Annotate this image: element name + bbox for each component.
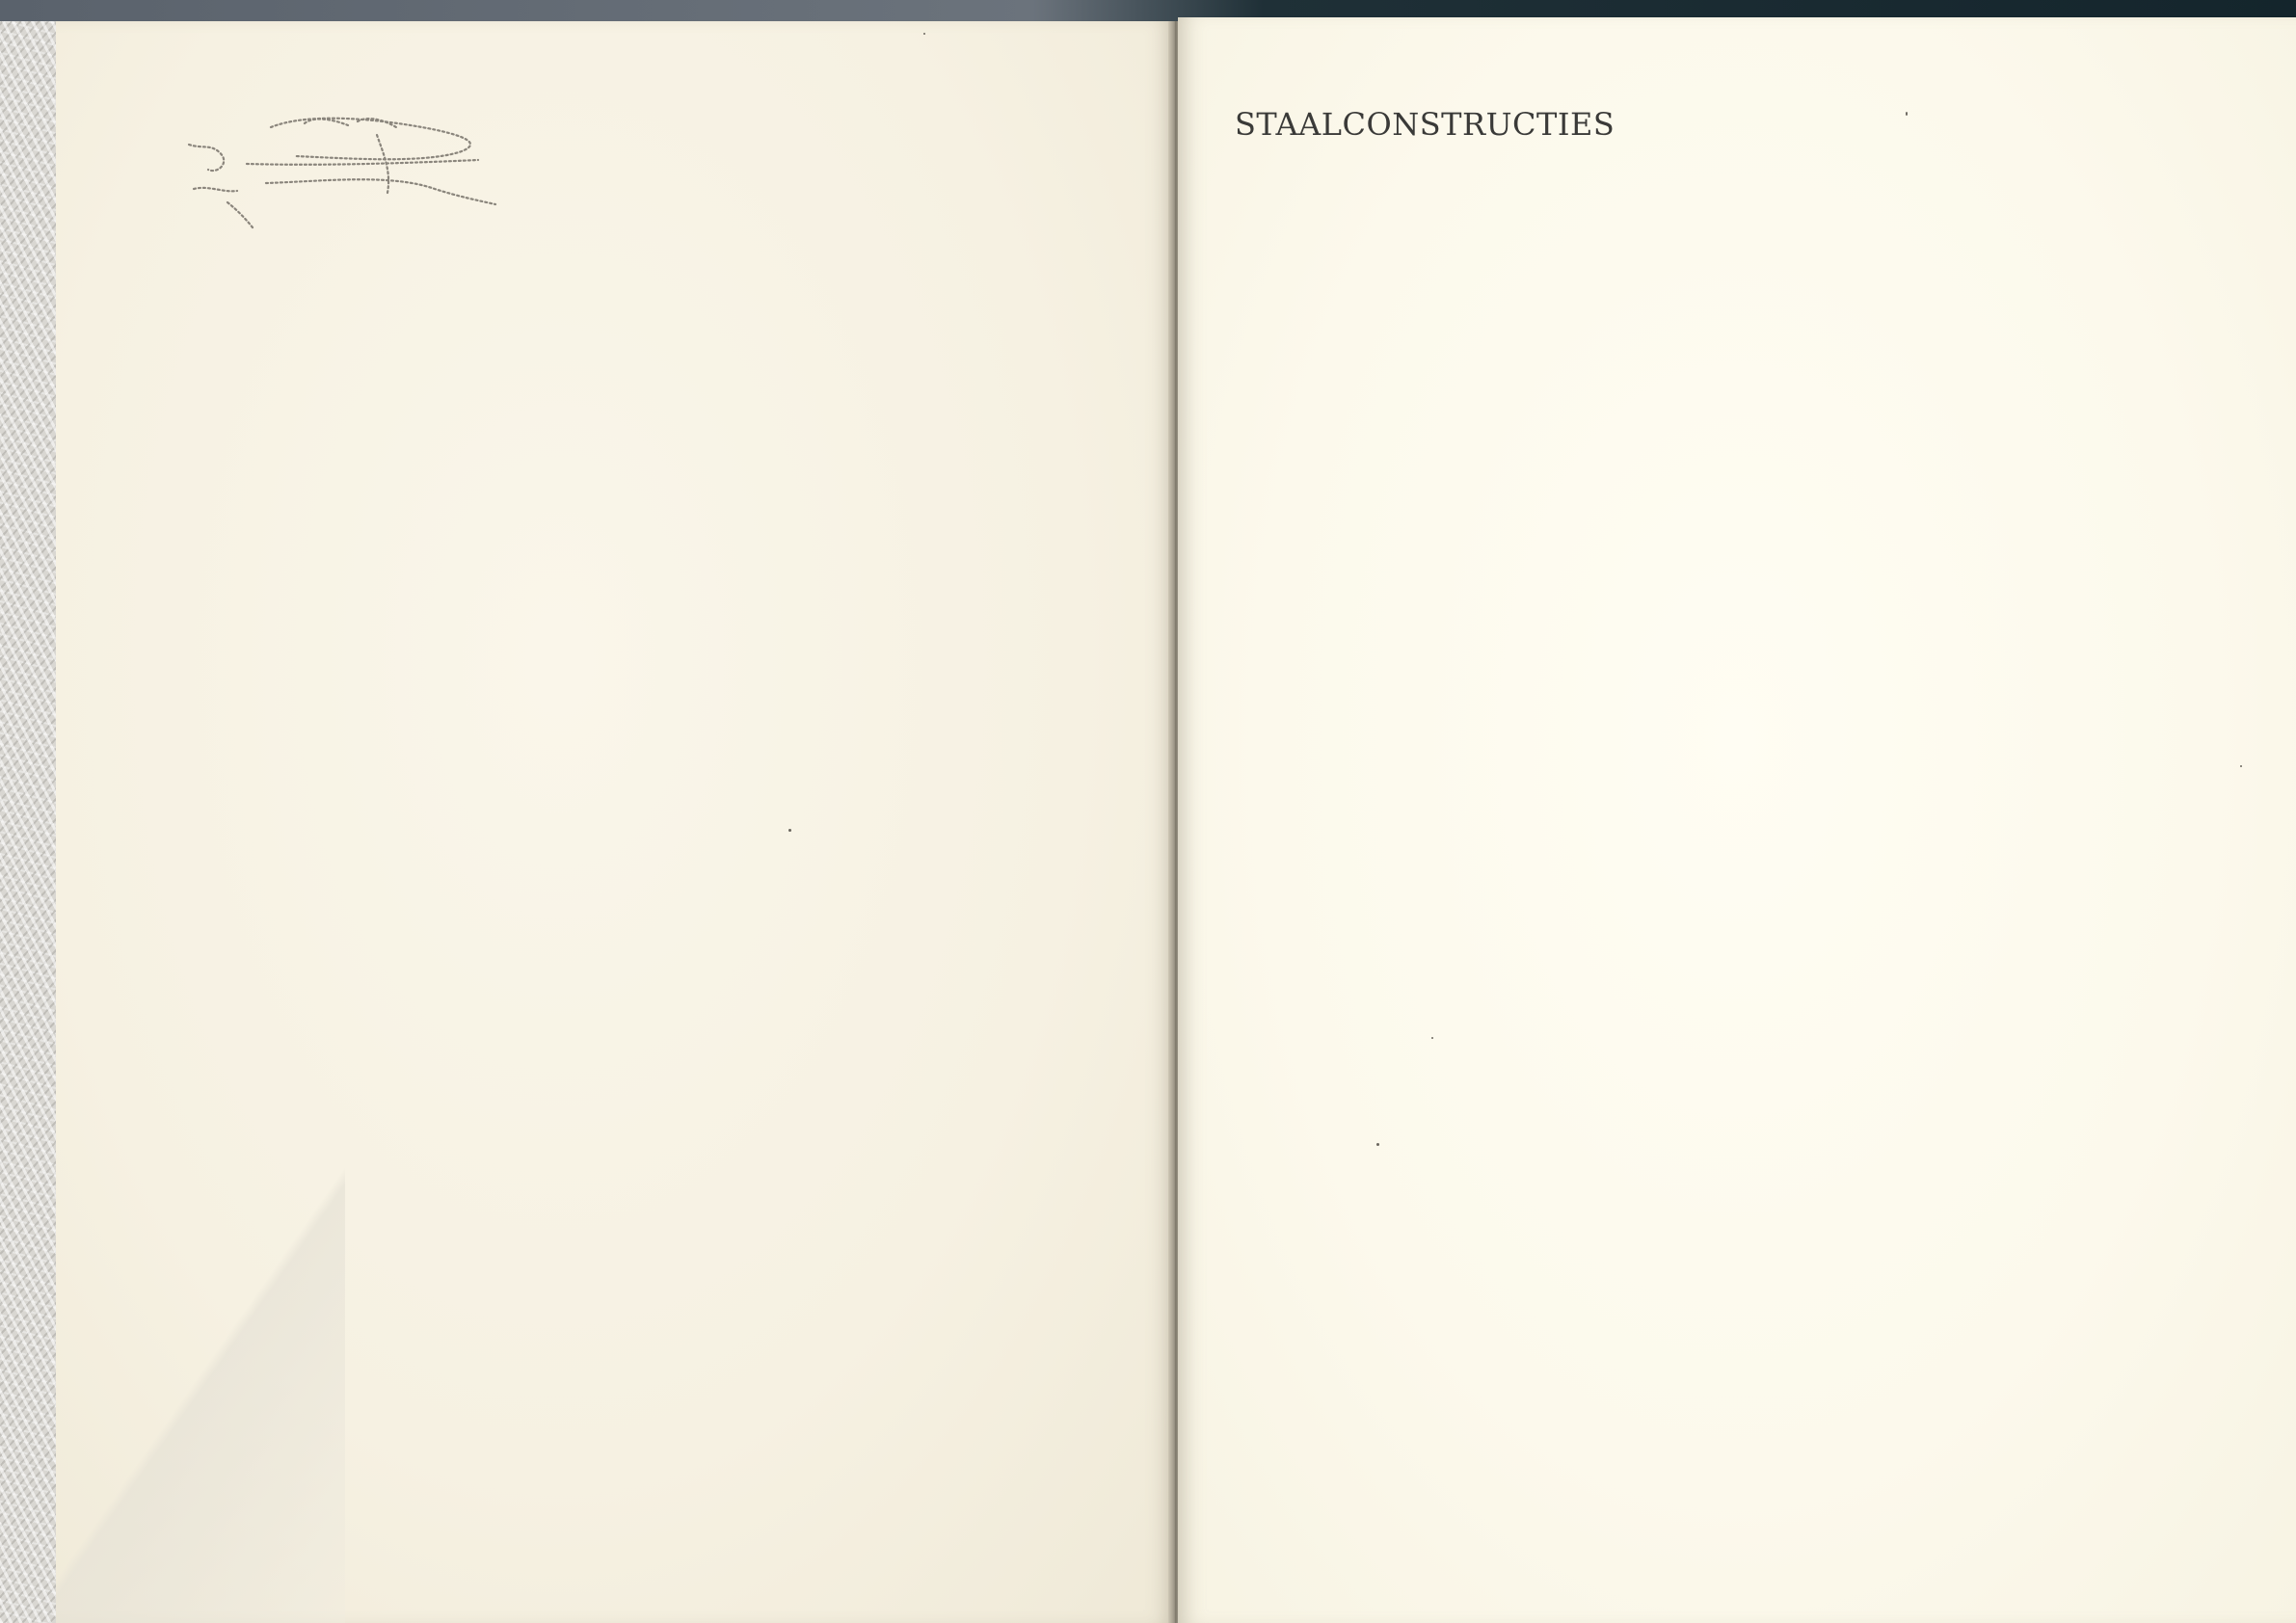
left-page bbox=[56, 21, 1174, 1623]
paper-speck bbox=[1431, 1037, 1433, 1039]
paper-speck bbox=[788, 829, 791, 832]
page-title: STAALCONSTRUCTIES bbox=[1235, 106, 1615, 143]
handwritten-signature-icon bbox=[170, 96, 517, 241]
paper-speck bbox=[923, 33, 925, 35]
paper-speck bbox=[1906, 112, 1908, 116]
paper-speck bbox=[1376, 1143, 1379, 1146]
paper-speck bbox=[2240, 765, 2242, 767]
right-page bbox=[1178, 17, 2296, 1623]
marbled-endpaper-strip bbox=[0, 21, 60, 1623]
